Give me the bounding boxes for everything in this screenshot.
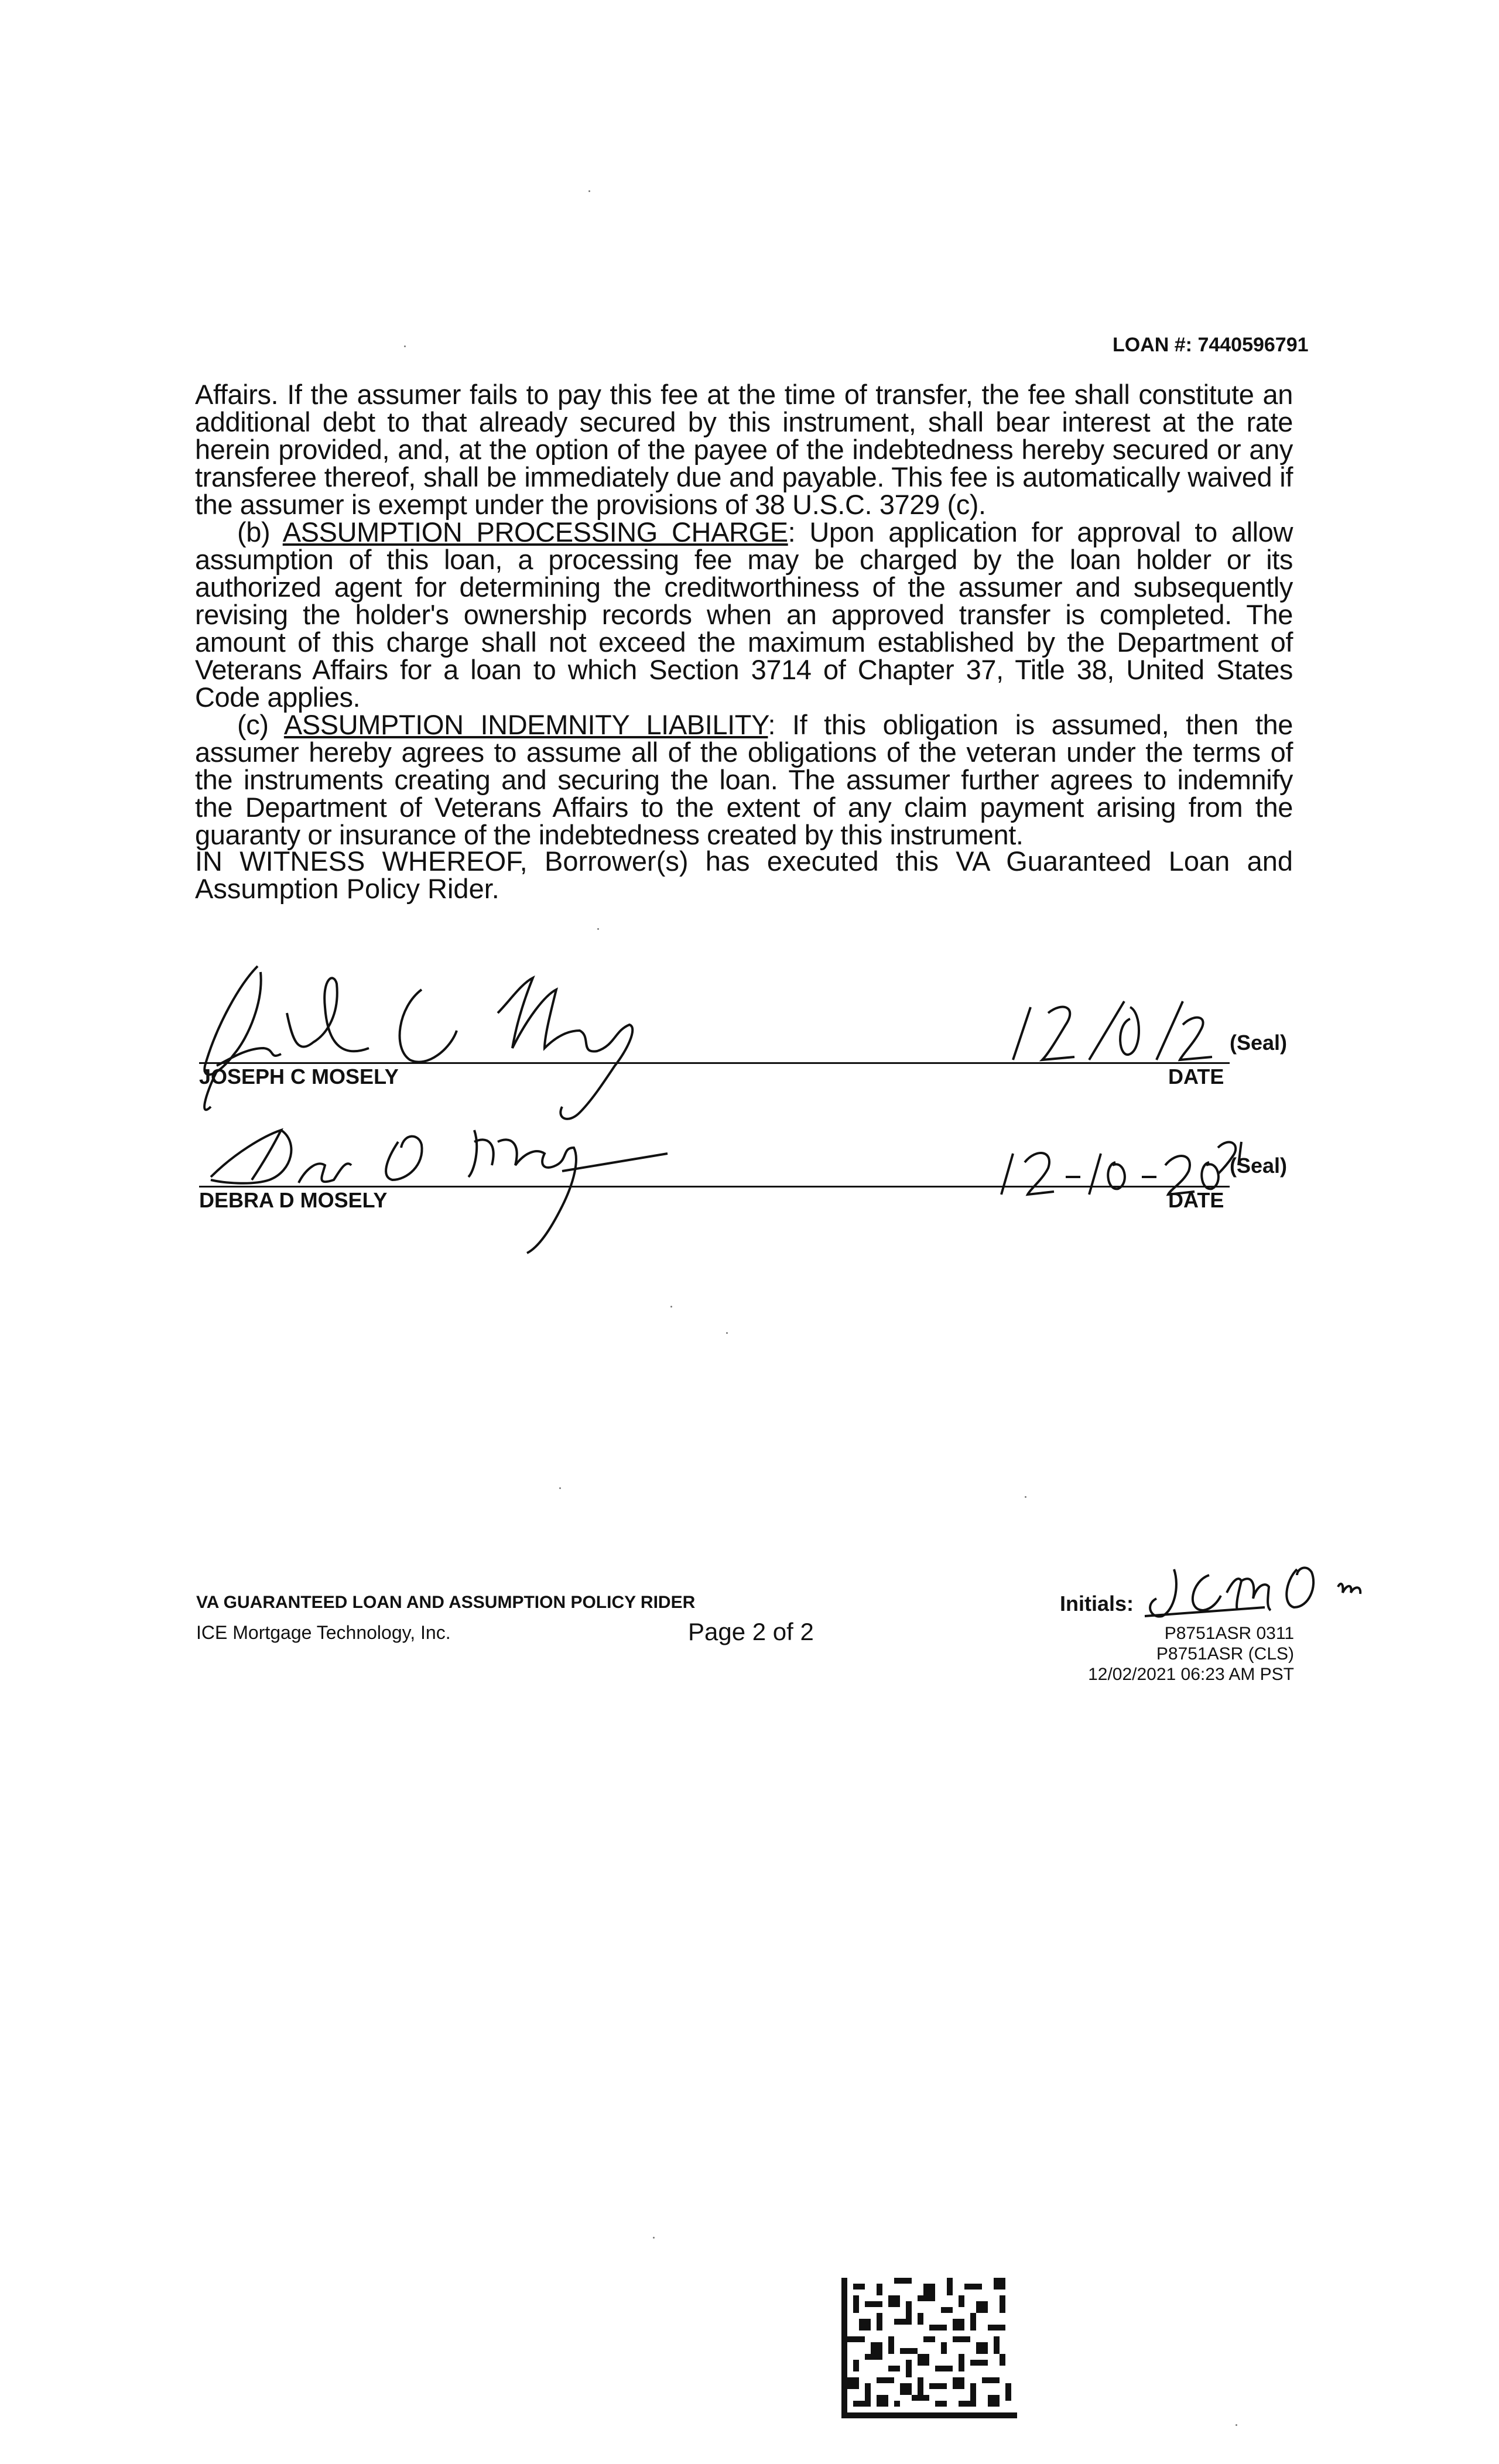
initials-label: Initials: <box>1060 1592 1134 1616</box>
signer-name-debra: DEBRA D MOSELY <box>199 1188 388 1212</box>
scan-speck <box>588 190 590 192</box>
heading-indemnity-liability: ASSUMPTION INDEMNITY LIABILITY <box>283 709 768 740</box>
form-title: VA GUARANTEED LOAN AND ASSUMPTION POLICY RIDER <box>196 1593 696 1612</box>
scan-speck <box>726 1332 728 1334</box>
company-name: ICE Mortgage Technology, Inc. <box>196 1622 451 1643</box>
witness-statement: IN WITNESS WHEREOF, Borrower(s) has executed this VA Guaranteed Loan and Assumption Policy Rider. <box>195 846 1293 904</box>
processing-charge-text: : Upon application for approval to allow assumption of this loan, a processing fee may be charged by the loan holder or its authorized agent for determining the creditworthiness of the assumer and subsequently revising the holder's ownership records when an approved transfer is completed. The amount of this charge shall not exceed the maximum established by the Department of Veterans Affairs for a loan to which Section 3714 of Chapter 37, Title 38, United States Code applies. <box>195 516 1293 713</box>
paragraph-processing-charge <box>195 518 1293 711</box>
scan-speck <box>653 2237 655 2239</box>
scan-speck <box>1025 1496 1026 1498</box>
form-timestamp: 12/02/2021 06:23 AM PST <box>1088 1665 1294 1684</box>
indemnity-liability-text: : If this obligation is assumed, then the assumer hereby agrees to assume all of the obligations of the veteran under the terms of the instruments creating and securing the loan. The assumer further agrees to indemnify the Department of Veterans Affairs to the extent of any claim payment arising from the guaranty or insurance of the indebtedness created by this instrument. <box>195 709 1293 850</box>
seal-label-joseph: (Seal) <box>1230 1031 1288 1055</box>
signature-joseph <box>193 949 662 1124</box>
scan-speck <box>670 1306 672 1308</box>
signature-debra <box>199 1107 703 1259</box>
scan-speck <box>404 345 406 347</box>
rider-body <box>195 381 1293 848</box>
clause-label-b: (b) <box>237 516 283 547</box>
clause-label-c: (c) <box>237 709 284 740</box>
heading-processing-charge: ASSUMPTION PROCESSING CHARGE <box>282 516 788 547</box>
date-label-joseph: DATE <box>1168 1065 1224 1089</box>
handwritten-date-debra <box>995 1130 1253 1206</box>
initials-signature <box>1139 1558 1373 1628</box>
form-code-1: P8751ASR 0311 <box>1164 1624 1294 1643</box>
paragraph-indemnity-liability <box>195 711 1293 848</box>
date-label-debra: DATE <box>1168 1188 1224 1212</box>
loan-number: LOAN #: 7440596791 <box>1113 334 1309 356</box>
signer-name-joseph: JOSEPH C MOSELY <box>199 1065 399 1089</box>
scan-speck <box>559 1487 561 1489</box>
scan-speck <box>597 928 599 930</box>
paragraph-fee: Affairs. If the assumer fails to pay this fee at the time of transfer, the fee shall constitute an additional debt to that already secured by this instrument, shall bear interest at the rate herein provided, and, at the option of the payee of the indebtedness hereby secured or any transferee thereof, shall be immediately due and payable. This fee is automatically waived if the assumer is exempt under the provisions of 38 U.S.C. 3729 (c). <box>195 379 1293 520</box>
form-code-2: P8751ASR (CLS) <box>1156 1644 1294 1664</box>
scan-speck <box>1236 2424 1237 2426</box>
barcode-icon <box>841 2278 1017 2418</box>
handwritten-date-joseph <box>1007 990 1218 1072</box>
page-number: Page 2 of 2 <box>688 1618 814 1645</box>
seal-label-debra: (Seal) <box>1230 1154 1288 1178</box>
